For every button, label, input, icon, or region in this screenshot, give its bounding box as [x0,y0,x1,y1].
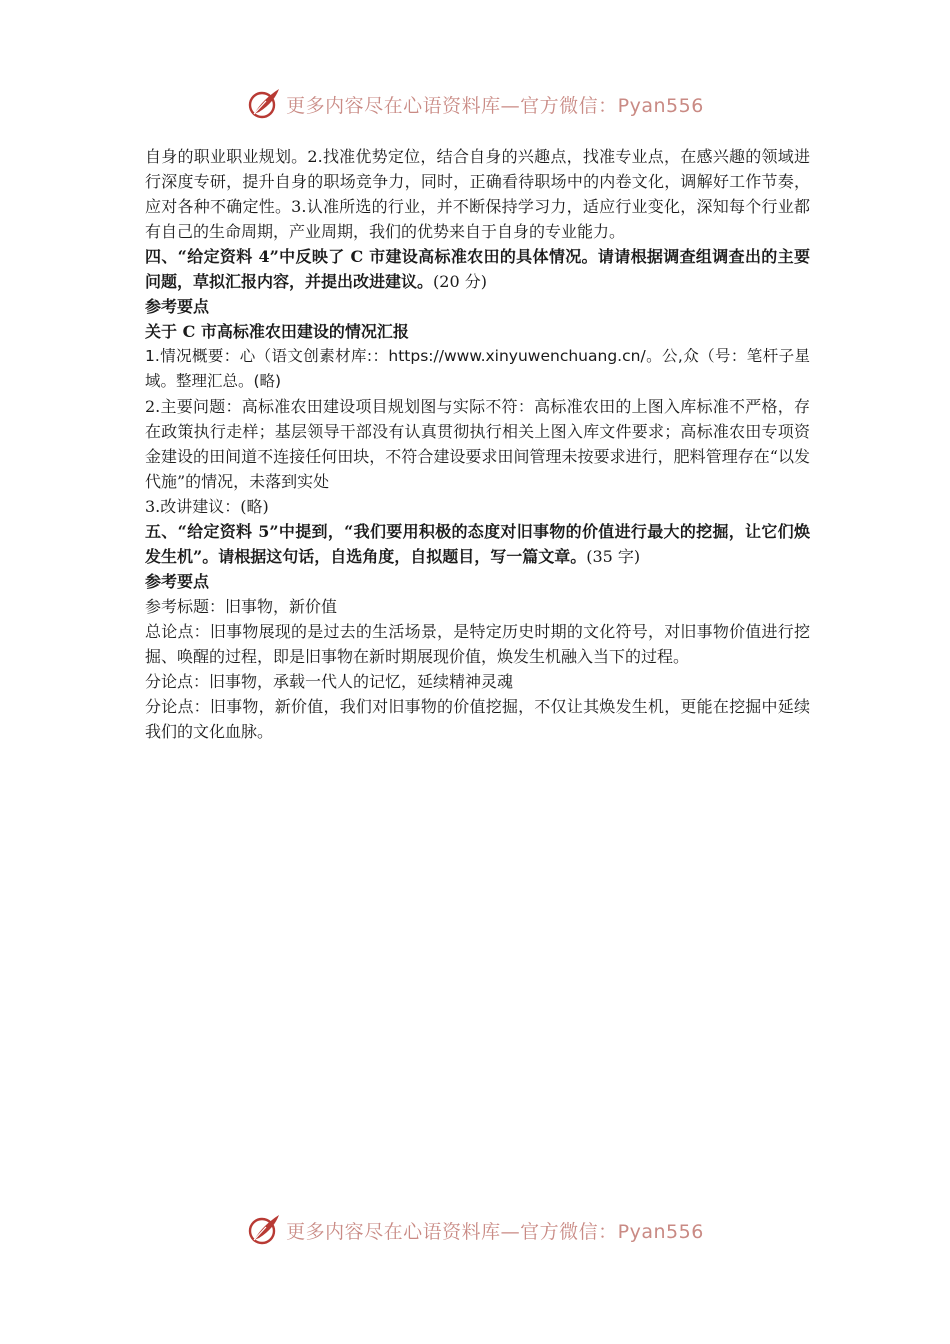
banner-text [286,1217,704,1244]
feather-pen-logo-icon [246,86,282,122]
feather-pen-logo-icon [246,1212,282,1248]
paragraph-reference-title: 参考标题：旧事物，新价值 [145,597,338,616]
banner-main-text: 更多内容尽在心语资料库—官方微信： [286,94,618,117]
paragraph-situation-overview: 1.情况概要：心（语文创素材库:：https://www.xinyuwenchuang.cn/。公,众（号：笔杆子星域。整理汇总。(略) [145,347,810,390]
banner-wechat-id: Pyan556 [617,1220,704,1243]
reference-heading: 参考要点 [145,297,210,316]
paragraph-sub-argument-2: 分论点：旧事物，新价值，我们对旧事物的价值挖掘，不仅让其焕发生机，更能在挖掘中延续我们的文化血脉。 [145,697,810,741]
document-body [145,144,810,744]
banner-wechat-id: Pyan556 [617,94,704,117]
question-4-text: 四、“给定资料 4”中反映了 C 市建设高标准农田的具体情况。请请根据调查组调查出的主要问题，草拟汇报内容，并提出改进建议。 [145,247,810,291]
paragraph-intro: 自身的职业职业规划。2.找准优势定位，结合自身的兴趣点，找准专业点，在感兴趣的领域进行深度专研，提升自身的职场竞争力，同时，正确看待职场中的内卷文化，调解好工作节奏，应对各种不确定性。3.认准所选的行业，并不断保持学习力，适应行业变化，深知每个行业都有自己的生命周期，产业周期，我们的优势来自于自身的专业能力。 [145,147,810,241]
footer-banner [0,1208,950,1252]
question-4 [145,244,810,294]
paragraph-suggestions: 3.改讲建议：(略) [145,497,269,516]
question-4-score: (20 分) [433,272,487,291]
reference-heading: 参考要点 [145,572,210,591]
paragraph-main-argument: 总论点：旧事物展现的是过去的生活场景，是特定历史时期的文化符号，对旧事物价值进行挖掘、唤醒的过程，即是旧事物在新时期展现价值，焕发生机融入当下的过程。 [145,622,810,666]
banner-main-text: 更多内容尽在心语资料库—官方微信： [286,1220,618,1243]
paragraph-sub-argument-1: 分论点：旧事物，承载一代人的记忆，延续精神灵魂 [145,672,514,691]
report-title: 关于 C 市高标准农田建设的情况汇报 [145,322,409,341]
question-5 [145,519,810,569]
header-banner [0,82,950,126]
question-5-text: 五、“给定资料 5”中提到，“我们要用积极的态度对旧事物的价值进行最大的挖掘，让它们焕发生机”。请根据这句话，自选角度，自拟题目，写一篇文章。 [145,522,810,566]
paragraph-main-problems: 2.主要问题：高标准农田建设项目规划图与实际不符：高标准农田的上图入库标准不严格，存在政策执行走样；基层领导干部没有认真贯彻执行相关上图入库文件要求；高标准农田专项资金建设的田间道不连接任何田块，不符合建设要求田间管理未按要求进行，肥料管理存在“以发代施”的情况，未落到实处 [145,397,810,491]
question-5-score: (35 字) [586,547,641,566]
banner-text [286,91,704,118]
